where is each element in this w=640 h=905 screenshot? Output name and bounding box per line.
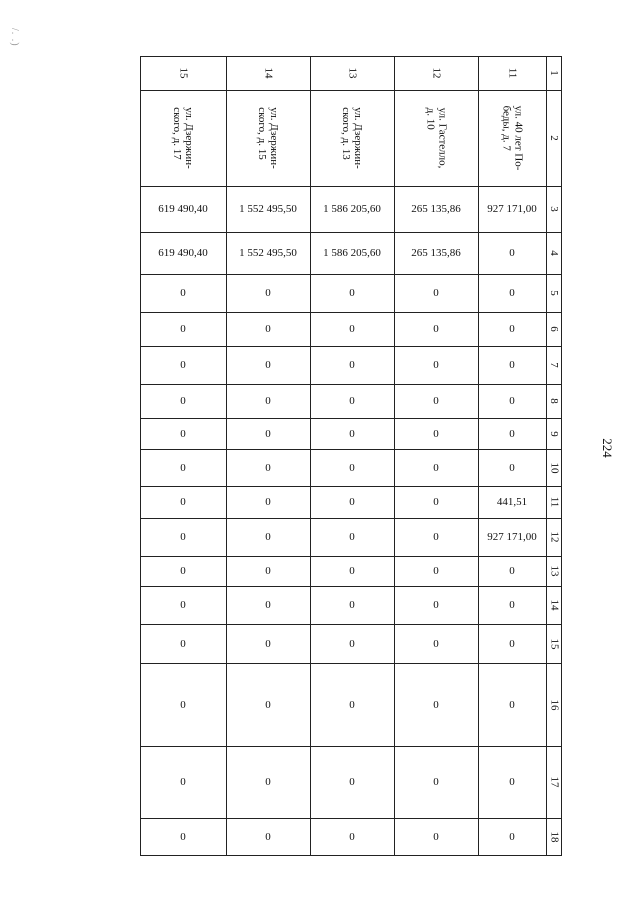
table-cell-value: [394, 746, 478, 818]
column-index-label-text: 11: [548, 496, 560, 508]
record-address: [478, 90, 546, 186]
table-cell-value-text: 927 171,00: [487, 203, 537, 215]
table-cell-value-text: 0: [509, 831, 515, 843]
table-cell-value-text: 0: [433, 395, 439, 407]
table-cell-value-text: 1 552 495,50: [239, 247, 297, 259]
column-index-label-text: 5: [548, 290, 560, 296]
record-address: [394, 90, 478, 186]
record-number-text: 13: [346, 67, 358, 79]
table-cell-value: [394, 274, 478, 312]
table-cell-value: [140, 186, 226, 232]
table-cell-value-text: 0: [433, 531, 439, 543]
column-index-label-text: 2: [548, 135, 560, 141]
table-cell-value: [394, 232, 478, 274]
table-cell-value-text: 0: [349, 323, 355, 335]
column-index-label-text: 1: [548, 70, 560, 76]
table-cell-value: [310, 449, 394, 486]
table-cell-value: [394, 556, 478, 586]
table-cell-value-text: 0: [509, 565, 515, 577]
column-index-label: [546, 624, 562, 663]
table-cell-value: [478, 486, 546, 518]
column-index-label: [546, 186, 562, 232]
table-cell-value: [310, 556, 394, 586]
table-cell-value: [478, 232, 546, 274]
table-cell-value-text: 0: [180, 461, 186, 474]
record-address-text: ул. Дзержин- ского, д. 13: [340, 107, 364, 169]
table-cell-value-text: 0: [433, 599, 439, 611]
table-cell-value: [310, 518, 394, 556]
table-cell-value-text: 441,51: [496, 496, 528, 508]
column-index-label: [546, 418, 562, 449]
record-number: [226, 56, 310, 90]
table-cell-value: [140, 312, 226, 346]
column-index-label-text: 3: [548, 206, 560, 212]
table-cell-value: [226, 418, 310, 449]
table-cell-value-text: 619 490,40: [158, 247, 208, 259]
column-index-label: [546, 312, 562, 346]
table-cell-value-text: 0: [433, 359, 439, 371]
table-cell-value-text: 0: [509, 698, 515, 711]
table-cell-value: [226, 663, 310, 746]
table-cell-value: [140, 274, 226, 312]
table-cell-value-text: 0: [265, 496, 271, 508]
table-cell-value-text: 0: [265, 599, 271, 611]
column-index-label-text: 18: [548, 831, 560, 843]
table-cell-value: [226, 518, 310, 556]
record-number: [394, 56, 478, 90]
column-index-label: [546, 746, 562, 818]
table-cell-value: [478, 418, 546, 449]
column-index-label: [546, 90, 562, 186]
table-cell-value: [310, 818, 394, 856]
table-cell-value-text: 0: [349, 776, 355, 788]
table-cell-value-text: 1 552 495,50: [239, 203, 297, 215]
table-cell-value-text: 0: [265, 776, 271, 788]
table-cell-value-text: 265 135,86: [411, 203, 461, 215]
record-number: [310, 56, 394, 90]
table-cell-value-text: 0: [180, 323, 186, 335]
table-cell-value: [310, 232, 394, 274]
table-cell-value-text: 0: [265, 831, 271, 843]
table-cell-value: [140, 418, 226, 449]
table-cell-value-text: 0: [349, 395, 355, 407]
column-index-label: [546, 449, 562, 486]
column-index-label: [546, 384, 562, 418]
record-number-text: 14: [262, 67, 274, 79]
table-cell-value: [226, 186, 310, 232]
table-cell-value: [478, 346, 546, 384]
table-cell-value-text: 0: [509, 599, 515, 611]
table-cell-value: [394, 663, 478, 746]
table-cell-value: [226, 346, 310, 384]
table-cell-value-text: 0: [180, 831, 186, 843]
record-number-text: 15: [177, 67, 189, 79]
column-index-label: [546, 232, 562, 274]
column-index-label: [546, 518, 562, 556]
table-cell-value-text: 0: [180, 599, 186, 611]
table-cell-value-text: 1 586 205,60: [323, 203, 381, 215]
table-cell-value-text: 0: [180, 287, 186, 299]
table-cell-value: [478, 274, 546, 312]
column-index-label-text: 12: [548, 531, 560, 543]
table-cell-value: [310, 586, 394, 624]
table-cell-value-text: 0: [180, 531, 186, 543]
table-cell-value: [310, 384, 394, 418]
table-cell-value: [226, 449, 310, 486]
table-cell-value-text: 0: [265, 395, 271, 407]
table-cell-value-text: 0: [349, 496, 355, 508]
record-address: [310, 90, 394, 186]
table-cell-value: [140, 663, 226, 746]
record-address-text: ул. 40 лет По- беды, д. 7: [499, 105, 524, 171]
table-cell-value: [226, 556, 310, 586]
table-cell-value: [226, 818, 310, 856]
table-cell-value: [140, 486, 226, 518]
table-cell-value-text: 0: [180, 359, 186, 371]
table-cell-value: [226, 486, 310, 518]
column-index-label: [546, 346, 562, 384]
table-cell-value: [140, 746, 226, 818]
table-cell-value: [478, 818, 546, 856]
table-cell-value-text: 0: [349, 359, 355, 371]
record-address: [140, 90, 226, 186]
table-cell-value: [478, 312, 546, 346]
table-cell-value: [226, 384, 310, 418]
table-cell-value: [478, 384, 546, 418]
table-cell-value: [226, 624, 310, 663]
table-cell-value-text: 0: [509, 637, 515, 650]
table-cell-value: [394, 586, 478, 624]
table-cell-value: [394, 518, 478, 556]
column-index-label-text: 16: [548, 699, 560, 710]
table-cell-value: [140, 818, 226, 856]
table-cell-value: [394, 384, 478, 418]
table-cell-value-text: 0: [265, 698, 271, 711]
table-cell-value: [310, 346, 394, 384]
table-cell-value-text: 0: [265, 637, 271, 650]
table-cell-value-text: 0: [433, 698, 439, 711]
table-cell-value-text: 0: [433, 461, 439, 474]
table-cell-value-text: 0: [349, 531, 355, 543]
column-index-label: [546, 663, 562, 746]
table-cell-value: [226, 274, 310, 312]
table-cell-value: [394, 624, 478, 663]
rotated-data-table: [140, 56, 562, 856]
table-cell-value-text: 0: [265, 323, 271, 335]
table-cell-value-text: 927 171,00: [487, 531, 537, 543]
corner-mark: /. .): [9, 28, 20, 47]
column-index-label-text: 4: [548, 250, 560, 256]
column-index-label: [546, 56, 562, 90]
table-cell-value: [310, 746, 394, 818]
record-number: [140, 56, 226, 90]
table-cell-value-text: 0: [180, 776, 186, 788]
table-cell-value-text: 0: [509, 776, 515, 788]
column-index-label: [546, 486, 562, 518]
table-cell-value: [226, 586, 310, 624]
table-cell-value: [394, 486, 478, 518]
table-cell-value: [140, 232, 226, 274]
table-cell-value-text: 0: [509, 287, 515, 299]
table-cell-value-text: 0: [509, 427, 515, 440]
table-cell-value: [226, 232, 310, 274]
table-cell-value-text: 0: [433, 323, 439, 335]
table-cell-value-text: 0: [349, 427, 355, 440]
table-cell-value-text: 0: [433, 427, 439, 440]
table-cell-value: [310, 274, 394, 312]
table-cell-value-text: 0: [349, 287, 355, 299]
table-cell-value: [478, 586, 546, 624]
column-index-label: [546, 586, 562, 624]
table-cell-value-text: 0: [180, 395, 186, 407]
table-cell-value: [226, 746, 310, 818]
table-cell-value-text: 0: [180, 565, 186, 577]
table-cell-value-text: 0: [180, 698, 186, 711]
record-address-text: ул. Гастелло, д. 10: [424, 107, 448, 169]
table-cell-value: [140, 449, 226, 486]
record-number: [478, 56, 546, 90]
column-index-label-text: 13: [548, 565, 560, 577]
table-cell-value-text: 1 586 205,60: [323, 247, 381, 259]
table-cell-value: [478, 518, 546, 556]
table-cell-value-text: 0: [180, 427, 186, 440]
table-cell-value-text: 0: [349, 698, 355, 711]
column-index-label-text: 10: [548, 462, 560, 473]
record-address-text: ул. Дзержин- ского, д. 17: [171, 107, 195, 169]
table-cell-value: [478, 746, 546, 818]
table-cell-value: [478, 449, 546, 486]
table-cell-value-text: 0: [180, 637, 186, 650]
table-cell-value: [478, 556, 546, 586]
table-cell-value-text: 0: [509, 323, 515, 335]
table-cell-value: [310, 624, 394, 663]
table-cell-value-text: 265 135,86: [411, 247, 461, 259]
table-cell-value: [394, 312, 478, 346]
table-cell-value-text: 0: [265, 531, 271, 543]
table-cell-value-text: 0: [265, 287, 271, 299]
table-cell-value: [140, 346, 226, 384]
table-cell-value: [140, 556, 226, 586]
column-index-label: [546, 818, 562, 856]
table-cell-value: [310, 186, 394, 232]
column-index-label: [546, 274, 562, 312]
table-cell-value: [140, 624, 226, 663]
record-number-text: 12: [430, 67, 442, 79]
table-cell-value: [310, 486, 394, 518]
page-number: 224: [599, 438, 615, 458]
table-cell-value-text: 0: [265, 359, 271, 371]
table-cell-value-text: 0: [509, 359, 515, 371]
table-cell-value-text: 0: [265, 565, 271, 577]
table-cell-value: [394, 346, 478, 384]
table-cell-value: [478, 186, 546, 232]
table-cell-value-text: 0: [509, 461, 515, 474]
table-cell-value: [310, 418, 394, 449]
column-index-label-text: 6: [548, 326, 560, 332]
table-cell-value: [394, 449, 478, 486]
column-index-label-text: 8: [548, 398, 560, 404]
table-cell-value-text: 0: [509, 247, 515, 259]
table-cell-value-text: 0: [349, 565, 355, 577]
table-cell-value-text: 0: [349, 599, 355, 611]
table-cell-value-text: 0: [433, 831, 439, 843]
table-cell-value-text: 0: [349, 637, 355, 650]
table-cell-value-text: 0: [349, 461, 355, 474]
column-index-label: [546, 556, 562, 586]
table-cell-value: [140, 586, 226, 624]
record-address-text: ул. Дзержин- ского, д. 15: [256, 107, 280, 169]
table-cell-value-text: 619 490,40: [158, 203, 208, 215]
table-cell-value-text: 0: [349, 831, 355, 843]
record-number-text: 11: [506, 67, 518, 79]
table-cell-value-text: 0: [180, 496, 186, 508]
table-cell-value-text: 0: [433, 287, 439, 299]
record-address: [226, 90, 310, 186]
column-index-label-text: 14: [548, 599, 560, 611]
table-cell-value: [310, 312, 394, 346]
table-cell-value-text: 0: [265, 427, 271, 440]
table-cell-value: [478, 624, 546, 663]
table-cell-value: [140, 518, 226, 556]
table-cell-value-text: 0: [433, 565, 439, 577]
table-cell-value-text: 0: [509, 395, 515, 407]
table-cell-value: [394, 418, 478, 449]
table-cell-value: [226, 312, 310, 346]
table-cell-value: [394, 818, 478, 856]
table-cell-value-text: 0: [265, 461, 271, 474]
table-cell-value: [394, 186, 478, 232]
column-index-label-text: 17: [548, 776, 560, 788]
column-index-label-text: 15: [548, 638, 560, 649]
column-index-label-text: 7: [548, 362, 560, 368]
table-cell-value: [140, 384, 226, 418]
table-cell-value-text: 0: [433, 496, 439, 508]
table-cell-value-text: 0: [433, 776, 439, 788]
table-cell-value: [478, 663, 546, 746]
table-cell-value-text: 0: [433, 637, 439, 650]
table-cell-value: [310, 663, 394, 746]
column-index-label-text: 9: [548, 430, 560, 437]
